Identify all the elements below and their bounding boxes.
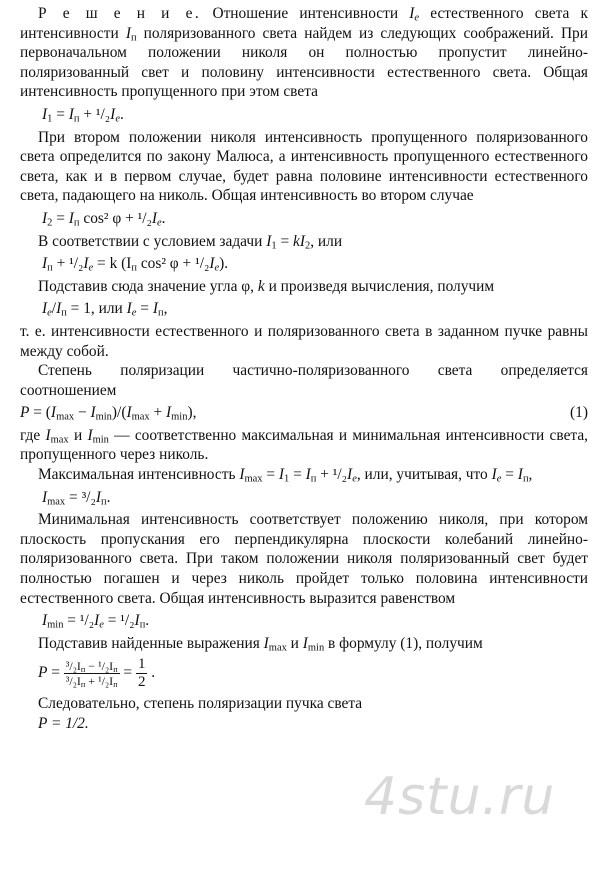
paragraph-substitute: Подставив сюда значение угла φ, k и произведя вычисления, получим	[38, 277, 495, 295]
formula-P-definition: $P = (I_{max} - I_{min})/(I_{max} + I_{min})$, (1)	[20, 404, 588, 423]
paragraph-max: Максимальная интенсивность $I_{max} = I_1 = I_п + ^1/_2I_e$, или, учитывая, что $I_e = I_п$,	[38, 466, 533, 485]
formula-ratio: $I_e/I_п = 1$, или $I_e = I_п$,	[42, 300, 168, 319]
fraction-intensities: $\frac{^3/_2I_п - ^1/_2I_п}{^3/_2I_п + ^1/_2I_п}$	[65, 659, 118, 690]
formula-condition: $I_п + ^1/_2I_e = k$ ($I_п$ cos² $\varphi + ^1/_2I_e$).	[42, 255, 229, 274]
paragraph-equal: т. е. интенсивности естественного и поляризованного света в заданном пучке равны между собой.	[20, 322, 588, 360]
equation-number: (1)	[570, 404, 588, 422]
formula-P-result: P = $\frac{^3/_2I_п - ^1/_2I_п}{^3/_2I_п + ^1/_2I_п}$ = $\frac{1}{2}$ .	[38, 656, 156, 691]
watermark-logo: 4stu.ru	[364, 767, 556, 827]
paragraph-min: Минимальная интенсивность соответствует положению николя, при котором плоскость пропускания его перпендикулярна плоскости колебаний линейно-поляризованного света. При таком положении николя поляризованный свет будет полностью погашен и через николь пройдет только половина интенсивности естественного света. Общая интенсивность выразится равенством	[20, 511, 588, 607]
paragraph-intro: Р е ш е н и е. Отношение интенсивности $I_e$ естественного света к интенсивности $I_п$ поляризованного света найдем из следующих соображений. При первоначальном положении николя он полностью пропустит линейно-поляризованный свет и половину интенсивности естественного света. Общая интенсивность пропущенного при этом света	[20, 5, 589, 101]
paragraph-where: где $I_{max}$ и $I_{min}$ — соответственно максимальная и минимальная интенсивности света, пропущенного через николь.	[20, 426, 588, 464]
paragraph-conclusion: Следовательно, степень поляризации пучка света	[38, 695, 363, 713]
fraction-one-half: $\frac{1}{2}$	[137, 656, 146, 691]
final-answer: P = 1/2.	[38, 715, 89, 732]
solution-heading: Р е ш е н и е.	[38, 5, 202, 22]
formula-I2: $I_2 = I_п$ cos² $\varphi + ^1/_2I_e$.	[42, 209, 166, 229]
paragraph-substitute-found: Подставив найденные выражения $I_{max}$ и $I_{min}$ в формулу (1), получим	[38, 634, 483, 654]
formula-I1: $I_1 = I_п + ^1/_2I_e$.	[42, 105, 124, 125]
paragraph-degree: Степень поляризации частично-поляризованного света определяется соотношением	[20, 362, 588, 399]
paragraph-second-position: При втором положении николя интенсивность пропущенного поляризованного света определится по закону Малюса, а интенсивность пропущенного естественного света, как и в первом случае, будет равна половине интенсивности естественного света, падающего на николь. Общая интенсивность во втором случае	[20, 128, 588, 205]
formula-Imax: $I_{max} = ^3/_2I_п$.	[42, 488, 111, 508]
solution-text	[20, 4, 588, 734]
formula-Imin: $I_{min} = ^1/_2I_e = ^1/_2I_п$.	[42, 612, 150, 631]
paragraph-condition: В соответствии с условием задачи $I_1 = kI_2$, или	[38, 232, 343, 252]
